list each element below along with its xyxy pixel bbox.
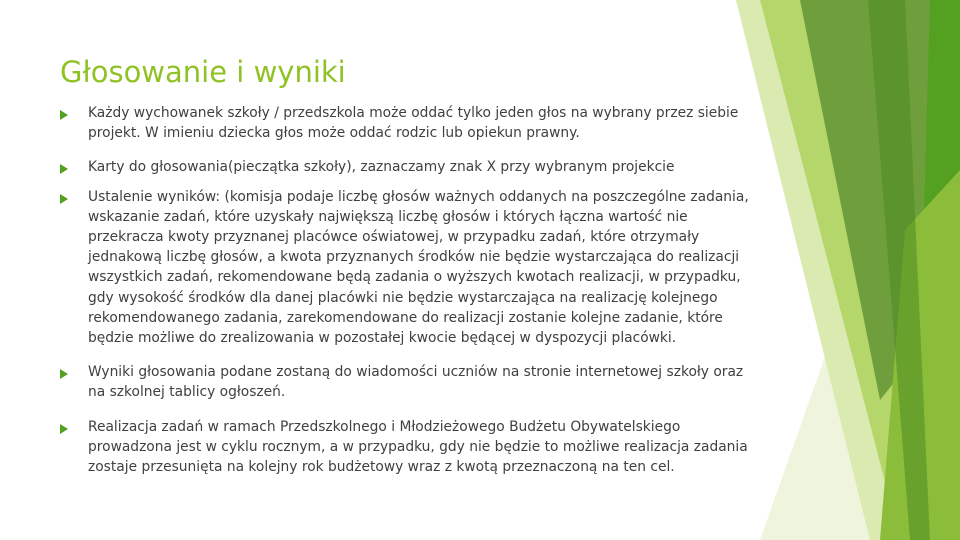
green-triangle-bullet-icon: [60, 424, 68, 434]
bullet-item: [60, 417, 760, 478]
bullet-item: [60, 157, 760, 177]
green-triangle-bullet-icon: [60, 110, 68, 120]
bullet-text: Wyniki głosowania podane zostaną do wiadomości uczniów na stronie internetowej szkoły oraz na szkolnej tablicy ogłoszeń.: [88, 364, 744, 401]
bullet-item: [60, 103, 760, 143]
green-triangle-bullet-icon: [60, 369, 68, 379]
bullet-item: [60, 187, 760, 349]
bullet-text: Każdy wychowanek szkoły / przedszkola może oddać tylko jeden głos na wybrany przez siebie projekt. W imieniu dziecka głos może oddać rodzic lub opiekun prawny.: [88, 105, 739, 142]
bullet-text: Ustalenie wyników: (komisja podaje liczbę głosów ważnych oddanych na poszczególne zadania, wskazanie zadań, które uzyskały największą liczbę głosów i których łączna wartość nie przekracza kwoty przyznanej placówce oświatowej, w przypadku zadań, które otrzymały jednakową liczbę głosów, a kwota przyznanych środków nie będzie wystarczająca do realizacji wszystkich zadań, rekomendowane będą zadania o wyższych kwotach realizacji, w przypadku, gdy wysokość środków dla danej placówki nie będzie wystarczająca na realizację kolejnego rekomendowanego zadania, zarekomendowane do realizacji zostanie kolejne zadanie, które będzie możliwe do zrealizowania w pozostałej kwocie będącej w dyspozycji placówki.: [88, 188, 749, 347]
green-triangle-bullet-icon: [60, 194, 68, 204]
slide-title: Głosowanie i wyniki: [60, 55, 346, 89]
green-triangle-bullet-icon: [60, 164, 68, 174]
bullet-item: [60, 362, 760, 402]
bullet-text: Karty do głosowania(pieczątka szkoły), zaznaczamy znak X przy wybranym projekcie: [88, 159, 675, 176]
bullet-list: [60, 103, 760, 477]
bullet-text: Realizacja zadań w ramach Przedszkolnego i Młodzieżowego Budżetu Obywatelskiego prowadzona jest w cyklu rocznym, a w przypadku, gdy nie będzie to możliwe realizacja zadania zostaje przesunięta na kolejny rok budżetowy wraz z kwotą przeznaczoną na ten cel.: [88, 418, 748, 476]
